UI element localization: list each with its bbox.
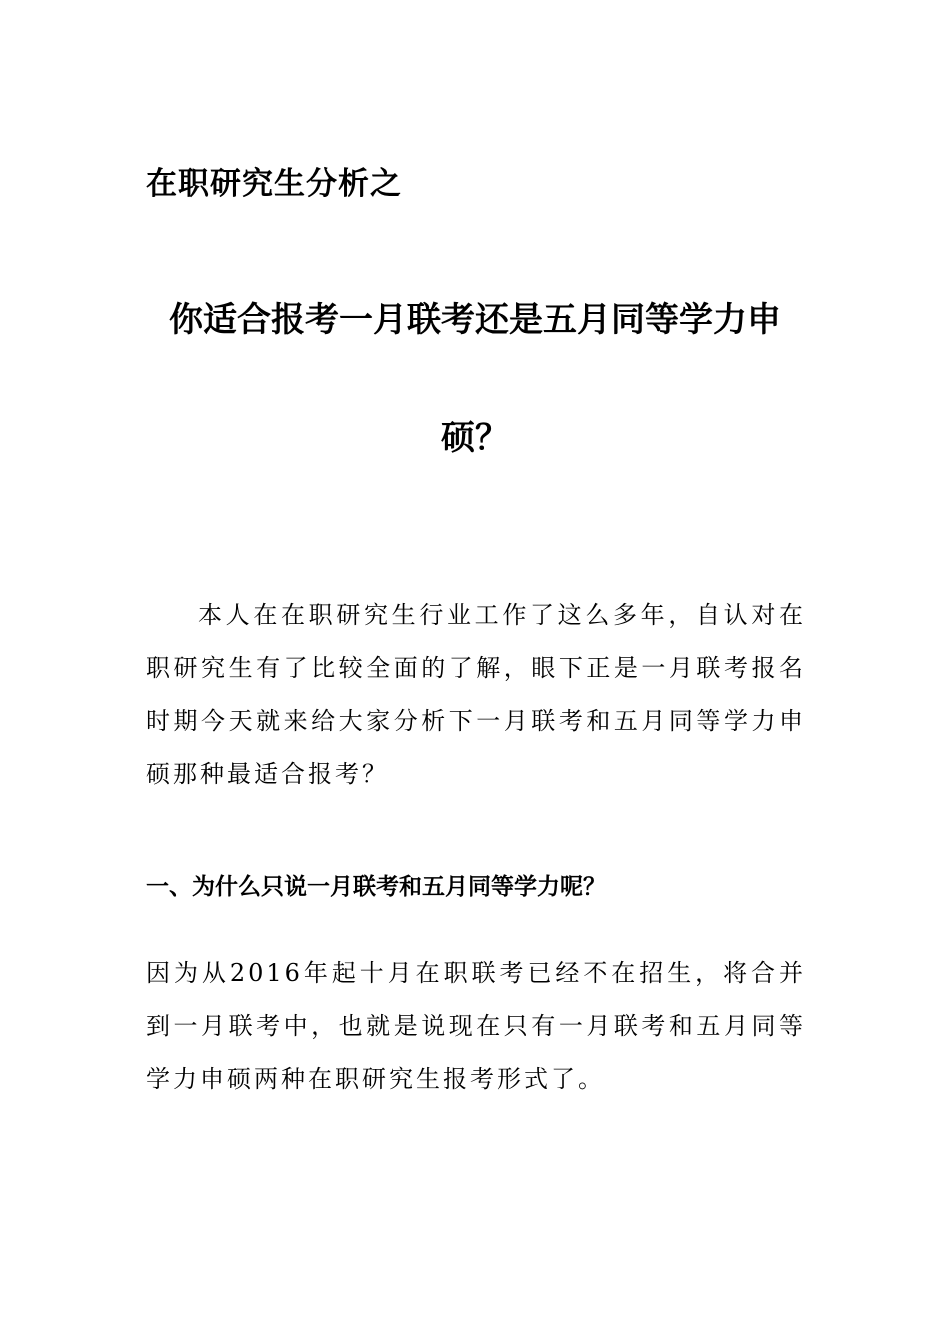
document-title-line-3: 硕？ — [441, 418, 509, 458]
document-title-line-1: 在职研究生分析之 — [146, 166, 402, 202]
section-1-heading: 一、为什么只说一月联考和五月同等学力呢？ — [146, 874, 606, 900]
section-1-body: 因为从2016年起十月在职联考已经不在招生，将合并到一月联考中，也就是说现在只有一月联考和五月同等学力申硕两种在职研究生报考形式了。 — [146, 959, 806, 1093]
intro-paragraph: 本人在在职研究生行业工作了这么多年，自认对在职研究生有了比较全面的了解，眼下正是一月联考报名时期今天就来给大家分析下一月联考和五月同等学力申硕那种最适合报考？ — [146, 601, 806, 788]
document-title-line-2: 你适合报考一月联考还是五月同等学力申 — [169, 300, 781, 340]
